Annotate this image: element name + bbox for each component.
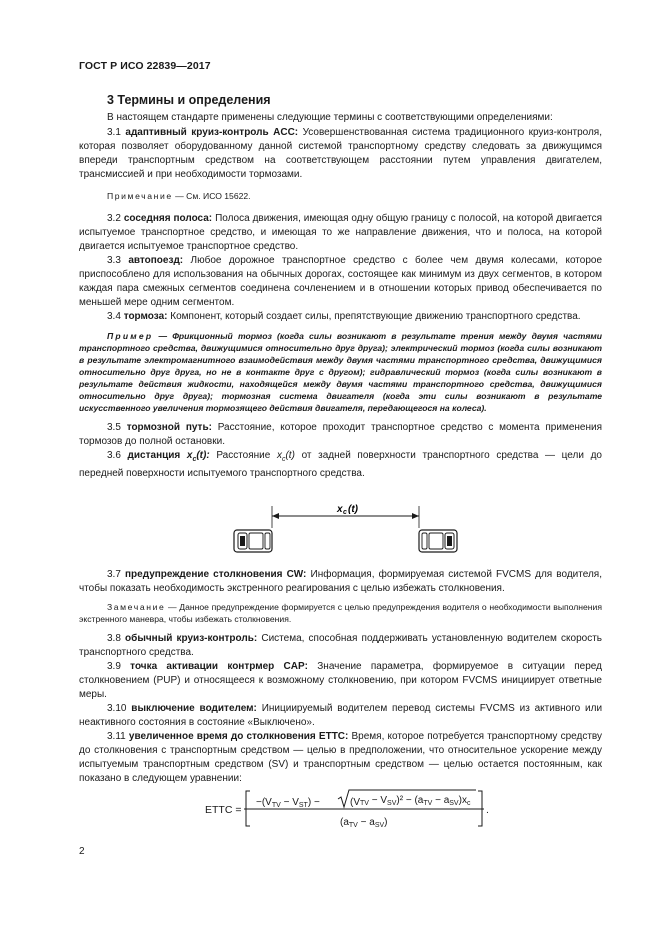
term-3-10-definition: Инициируемый водителем перевод системы FVCMS из активного или неактивного состояния в состояние «Выключено». xyxy=(79,703,603,728)
term-3-3: 3.3 автопоезд: Любое дорожное транспортное средство с более чем двумя колесами, которое приспособлено для использования на обычных дорогах, состоящее как минимум из двух сегментов, в котором каждая пара смежных сегментов соединена сочленением и в отношении которых привод обеспечивается по меньшей мере одним сегментом. xyxy=(79,255,603,308)
document-header: ГОСТ Р ИСО 22839—2017 xyxy=(79,60,211,72)
term-3-3-definition: Любое дорожное транспортное средство с более чем двумя колесами, которое приспособлено для использования на обычных дорогах, состоящее как минимум из двух сегментов, в котором каждая пара смежных сегментов соединена сочленением и в отношении которых привод обеспечивается по меньшей мере одним сегментом. xyxy=(79,255,603,308)
term-3-9-title: точка активации контрмер CAP: xyxy=(130,661,308,672)
term-3-8-title: обычный круиз-контроль: xyxy=(125,633,258,644)
term-3-1: 3.1 адаптивный круиз-контроль ACC: Усовершенствованная система традиционного круиз-контроля, которая позволяет оборудованному данной системой транспортному средству следовать за движущимся впереди транспортным средством на соответствующем расстоянии путем управления двигателем, трансмиссией и при необходимости тормозами. xyxy=(79,127,603,180)
term-3-5: 3.5 тормозной путь: Расстояние, которое проходит транспортное средство с момента применения тормозов до полной остановки. xyxy=(79,422,602,447)
equation-numerator: $-(V_{TV} - V_{ST})$ − xyxy=(256,797,320,809)
term-3-7-definition: Информация, формируемая системой FVCMS для водителя, чтобы показать необходимость экстренного реагирования с целью избежать столкновения. xyxy=(79,569,602,594)
term-3-5-title: тормозной путь: xyxy=(126,422,212,433)
figure-label-t: (t) xyxy=(348,504,358,515)
term-3-3-title: автопоезд: xyxy=(128,255,184,266)
note-3-7: Замечание — Данное предупреждение формируется с целью предупреждения водителя о необходимости выполнения экстренного маневра, чтобы избежать столкновения. xyxy=(79,602,602,624)
term-3-10-title: выключение водителем: xyxy=(131,703,257,714)
equation-radicand: $(VTV - V_{SV})^2 - (a_{TV} - a_{SV})x_c$ xyxy=(350,795,471,808)
term-3-2-definition: Полоса движения, имеющая одну общую границу с полосой, на которой двигается испытуемое транспортное средство, и имеющая то же направление движения, что и полоса, на которой двигается испытуемое транспортное средство. xyxy=(79,213,603,252)
note-3-1: Примечание — См. ИСО 15622. xyxy=(107,191,251,201)
term-3-5-definition: Расстояние, которое проходит транспортное средство с момента применения тормозов до полной остановки. xyxy=(79,422,602,447)
term-3-11: 3.11 увеличенное время до столкновения ETTC: Время, которое потребуется транспортному средству до столкновения с транспортным средством — целью в предположении, что относительное ускорение между испытуемым транспортным средством (SV) и транспортным средством — целью остается постоянным, как показано в следующем уравнении: xyxy=(79,731,602,784)
equation-denominator: $(a_{TV} - a_{SV})$ xyxy=(340,817,388,829)
term-3-4-definition: Компонент, который создает силы, препятствующие движению транспортного средства. xyxy=(170,311,581,322)
term-3-4: 3.4 тормоза: Компонент, который создает силы, препятствующие движению транспортного средства. xyxy=(107,311,581,322)
term-3-2-title: соседняя полоса: xyxy=(123,213,213,224)
term-3-6-definition: Расстояние $x_c(t)$ от задней поверхности транспортного средства — цели до передней поверхности испытуемого транспортного средства. xyxy=(79,450,602,479)
term-3-7: 3.7 предупреждение столкновения CW: Информация, формируемая системой FVCMS для водителя, чтобы показать необходимость экстренного реагирования с целью избежать столкновения. xyxy=(79,569,602,594)
term-3-11-definition: Время, которое потребуется транспортному средству до столкновения с транспортным средством — целью в предположении, что относительное ускорение между испытуемым транспортным средством (SV) и транспортным средством — целью остается постоянным, как показано в следующем уравнении: xyxy=(79,731,602,784)
term-3-9-definition: Значение параметра, формируемое в ситуации перед столкновением (PUP) и относящееся к возможному столкновению, при котором FVCMS инициирует ответные меры. xyxy=(79,661,602,700)
term-3-1-definition: Усовершенствованная система традиционного круиз-контроля, которая позволяет оборудованному данной системой транспортному средству следовать за движущимся впереди транспортным средством на соответствующем расстоянии путем управления двигателем, трансмиссией и при необходимости тормозами. xyxy=(79,127,603,180)
equation-lhs: ETTC = xyxy=(205,804,242,816)
figure-label-sub: c xyxy=(343,509,347,516)
example-3-4: Пример — Фрикционный тормоз (когда силы возникают в результате трения между двумя частями транспортного средства, движущимися относительно друг друга); электрический тормоз (когда силы возникают в результате электромагнитного взаимодействия между двумя частями транспортного средства, движущимися относительно друг друга, но не в контакте друг с другом); гидравлический тормоз (когда силы возникают в результате действия жидкости, находящейся между двумя частями транспортного средства, движущимися относительно друг друга); тормозная система двигателя (когда эти силы возникают в результате искусственного увеличения тормозящего действия двигателя, передающегося на колеса). xyxy=(79,331,603,413)
term-3-6-title: дистанция $x_c(t)$: xyxy=(127,450,210,463)
term-3-4-title: тормоза: xyxy=(123,311,168,322)
equation-period: . xyxy=(486,804,489,816)
term-3-9: 3.9 точка активации контрмер CAP: Значение параметра, формируемое в ситуации перед столкновением (PUP) и относящееся к возможному столкновению, при котором FVCMS инициирует ответные меры. xyxy=(79,661,602,700)
term-3-8: 3.8 обычный круиз-контроль: Система, способная поддерживать установленную водителем скорость транспортного средства. xyxy=(79,633,602,658)
term-3-2: 3.2 соседняя полоса: Полоса движения, имеющая одну общую границу с полосой, на которой двигается испытуемое транспортное средство, и имеющая то же направление движения, что и полоса, на которой двигается испытуемое транспортное средство. xyxy=(79,213,603,252)
section-title: 3 Термины и определения xyxy=(107,93,271,107)
term-3-10: 3.10 выключение водителем: Инициируемый водителем перевод системы FVCMS из активного или неактивного состояния в состояние «Выключено». xyxy=(79,703,603,728)
term-3-1-title: адаптивный круиз-контроль ACC: xyxy=(125,127,299,138)
intro-paragraph: В настоящем стандарте применены следующие термины с соответствующими определениями: xyxy=(107,112,553,123)
page-number: 2 xyxy=(79,846,85,857)
term-3-6: 3.6 дистанция $x_c(t)$: Расстояние $x_c(t)$ от задней поверхности транспортного средства — цели до передней поверхности испытуемого транспортного средства. xyxy=(79,450,602,479)
term-3-11-title: увеличенное время до столкновения ETTC: xyxy=(128,731,349,742)
figure-label-x: x xyxy=(337,504,343,515)
term-3-7-title: предупреждение столкновения CW: xyxy=(125,569,307,580)
term-3-8-definition: Система, способная поддерживать установленную водителем скорость транспортного средства. xyxy=(79,633,602,658)
